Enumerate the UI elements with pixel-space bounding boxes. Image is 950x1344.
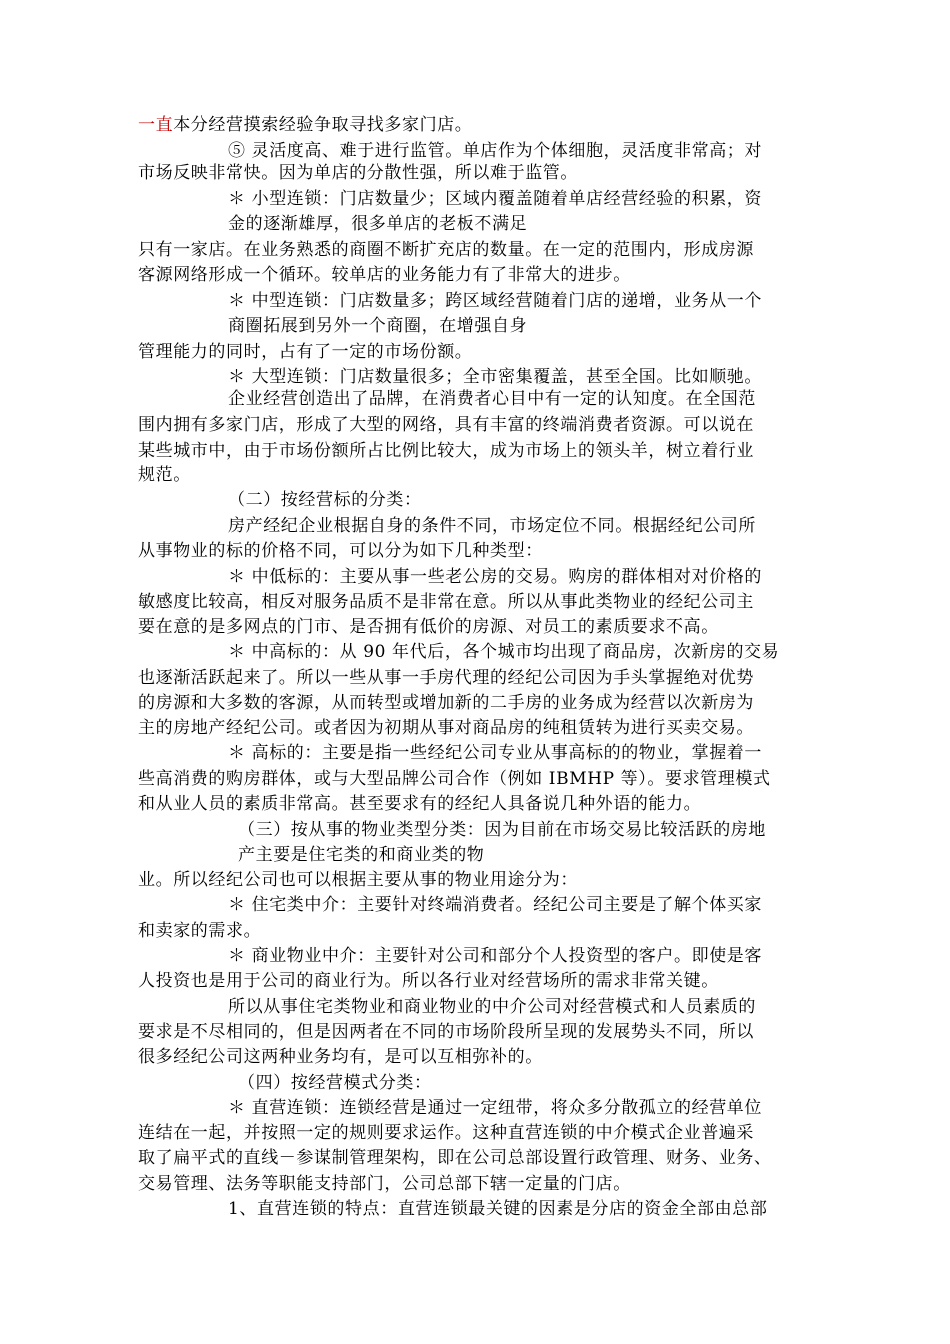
text-line: 企业经营创造出了品牌，在消费者心目中有一定的认知度。在全国范 <box>228 389 756 409</box>
text-line: 金的逐渐雄厚，很多单店的老板不满足 <box>228 214 528 234</box>
text-line: ⑤ 灵活度高、难于进行监管。单店作为个体细胞，灵活度非常高；对 <box>228 141 763 161</box>
text-line: 人投资也是用于公司的商业行为。所以各行业对经营场所的需求非常关键。 <box>138 971 719 991</box>
text-line: ＊ 中型连锁：门店数量多；跨区域经营随着门店的递增，业务从一个 <box>228 291 763 311</box>
text-line: ＊ 直营连锁：连锁经营是通过一定纽带，将众多分散孤立的经营单位 <box>228 1098 763 1118</box>
text-line: ＊ 商业物业中介：主要针对公司和部分个人投资型的客户。即使是客 <box>228 946 763 966</box>
text-line: 些高消费的购房群体，或与大型品牌公司合作（例如 IBMHP 等）。要求管理模式 <box>138 769 771 789</box>
text-line: 产主要是住宅类的和商业类的物 <box>238 845 485 865</box>
text-line: 市场反映非常快。因为单店的分散性强，所以难于监管。 <box>138 163 578 183</box>
text-line: 交易管理、法务等职能支持部门，公司总部下辖一定量的门店。 <box>138 1174 631 1194</box>
text-line: 取了扁平式的直线－参谋制管理架构，即在公司总部设置行政管理、财务、业务、 <box>138 1148 772 1168</box>
text-span: 本分经营摸索经验争取寻找多家门店。 <box>173 115 473 135</box>
text-line: 只有一家店。在业务熟悉的商圈不断扩充店的数量。在一定的范围内，形成房源 <box>138 240 754 260</box>
text-line: 规范。 <box>138 465 191 485</box>
text-line: 的房源和大多数的客源，从而转型或增加新的二手房的业务成为经营以次新房为 <box>138 693 754 713</box>
section-heading: （三）按从事的物业类型分类：因为目前在市场交易比较活跃的房地 <box>238 820 766 840</box>
text-line: 客源网络形成一个循环。较单店的业务能力有了非常大的进步。 <box>138 265 631 285</box>
text-line: 要在意的是多网点的门市、是否拥有低价的房源、对员工的素质要求不高。 <box>138 617 719 637</box>
highlighted-text: 一直 <box>138 115 174 135</box>
text-line: 管理能力的同时，占有了一定的市场份额。 <box>138 342 473 362</box>
text-line: 很多经纪公司这两种业务均有，是可以互相弥补的。 <box>138 1047 543 1067</box>
text-line: 1、直营连锁的特点：直营连锁最关键的因素是分店的资金全部由总部 <box>228 1199 768 1219</box>
text-line: ＊ 住宅类中介：主要针对终端消费者。经纪公司主要是了解个体买家 <box>228 895 763 915</box>
text-line: 商圈拓展到另外一个商圈，在增强自身 <box>228 316 528 336</box>
text-line: 和从业人员的素质非常高。甚至要求有的经纪人具备说几种外语的能力。 <box>138 794 702 814</box>
text-line: ＊ 小型连锁：门店数量少；区域内覆盖随着单店经营经验的积累，资 <box>228 189 763 209</box>
section-heading: （四）按经营模式分类： <box>238 1073 432 1093</box>
text-line: ＊ 高标的：主要是指一些经纪公司专业从事高标的的物业，掌握着一 <box>228 743 763 763</box>
text-line: 所以从事住宅类物业和商业物业的中介公司对经营模式和人员素质的 <box>228 997 756 1017</box>
text-line: 业。所以经纪公司也可以根据主要从事的物业用途分为： <box>138 870 578 890</box>
text-line: 也逐渐活跃起来了。所以一些从事一手房代理的经纪公司因为手头掌握绝对优势 <box>138 668 754 688</box>
text-line: ＊ 大型连锁：门店数量很多；全市密集覆盖，甚至全国。比如顺驰。 <box>228 367 763 387</box>
text-line: 和卖家的需求。 <box>138 921 262 941</box>
text-line <box>138 112 472 138</box>
text-line: 主的房地产经纪公司。或者因为初期从事对商品房的纯租赁转为进行买卖交易。 <box>138 718 754 738</box>
text-line: 连结在一起，并按照一定的规则要求运作。这种直营连锁的中介模式企业普遍采 <box>138 1123 754 1143</box>
text-line: 从事物业的标的价格不同，可以分为如下几种类型： <box>138 541 543 561</box>
text-line: ＊ 中高标的：从 90 年代后，各个城市均出现了商品房，次新房的交易 <box>228 642 780 662</box>
text-line: 围内拥有多家门店，形成了大型的网络，具有丰富的终端消费者资源。可以说在 <box>138 415 754 435</box>
section-heading: （二）按经营标的分类： <box>228 490 422 510</box>
text-line: 敏感度比较高，相反对服务品质不是非常在意。所以从事此类物业的经纪公司主 <box>138 592 754 612</box>
text-line: 房产经纪企业根据自身的条件不同，市场定位不同。根据经纪公司所 <box>228 516 756 536</box>
text-line: 要求是不尽相同的，但是因两者在不同的市场阶段所呈现的发展势头不同，所以 <box>138 1022 754 1042</box>
text-line: ＊ 中低标的：主要从事一些老公房的交易。购房的群体相对对价格的 <box>228 567 763 587</box>
text-line: 某些城市中，由于市场份额所占比例比较大，成为市场上的领头羊，树立着行业 <box>138 441 754 461</box>
